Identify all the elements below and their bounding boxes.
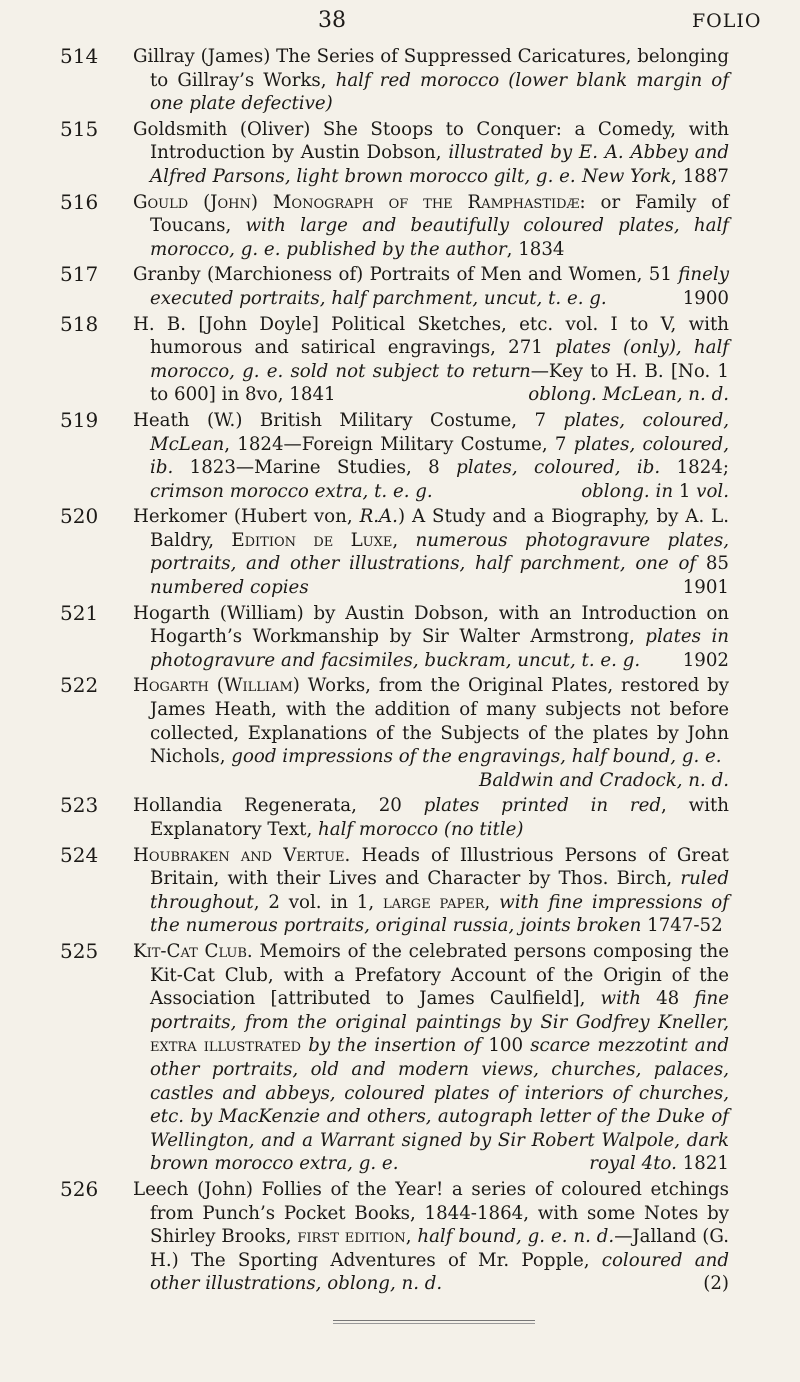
lot-number: 518 [60,311,99,336]
lot-entry [0,191,800,262]
lot-entry [0,1178,800,1296]
divider-rule [333,1323,535,1324]
lot-list [0,45,800,1298]
lot-number: 517 [60,262,99,287]
lot-number: 525 [60,938,99,963]
lot-entry [0,263,800,310]
section-heading: FOLIO [692,10,762,32]
lot-entry [0,940,800,1176]
lot-entry [0,844,800,938]
lot-number: 519 [60,407,99,432]
lot-description: Goldsmith (Oliver) She Stoops to Conquer: a Comedy, with Introduction by Austin Dobson, illustrated by E. A. Abbey and Alfred Parsons, light brown morocco gilt, g. e. New York, 1887 [133,118,729,187]
lot-number: 524 [60,842,99,867]
lot-description: Gould (John) Monograph of the Ramphastidæ: or Family of Toucans, with large and beautifully coloured plates, half morocco, g. e. published by the author, 1834 [133,191,729,260]
lot-description: Granby (Marchioness of) Portraits of Men and Women, 51 finely executed portraits, half parchment, uncut, t. e. g. 1900 [133,264,729,309]
lot-entry [0,313,800,407]
lot-entry [0,118,800,189]
lot-entry [0,674,800,792]
lot-description: Leech (John) Follies of the Year! a series of coloured etchings from Punch’s Pocket Books, 1844-1864, with some Notes by Shirley Brooks, first edition, half bound, g. e. n. d.—Jalland (G. H.) The Sporting Adventures of Mr. Popple, coloured and other illustrations, oblong, n. d. (2) [133,1178,729,1295]
lot-number: 515 [60,116,99,141]
lot-entry [0,409,800,503]
lot-description: Hogarth (William) by Austin Dobson, with an Introduction on Hogarth’s Workmanship by Sir Walter Armstrong, plates in photogravure and facsimiles, buckram, uncut, t. e. g. 1902 [133,602,730,671]
lot-description: H. B. [John Doyle] Political Sketches, etc. vol. I to V, with humorous and satirical engravings, 271 plates (only), half morocco, g. e. sold not subject to return—Key to H. B. [No. 1 to 600] in 8vo, 1841 oblong. McLean, n. d. [133,313,730,406]
lot-number: 521 [60,600,99,625]
lot-description: Hollandia Regenerata, 20 plates printed in red, with Explanatory Text, half morocco (no title) [133,795,729,840]
lot-description: Gillray (James) The Series of Suppressed Caricatures, belonging to Gillray’s Works, half red morocco (lower blank margin of one plate defective) [133,46,729,115]
lot-entry [0,45,800,116]
lot-description: Hogarth (William) Works, from the Original Plates, restored by James Heath, with the addition of many subjects not before collected, Explanations of the Subjects of the plates by John Nichols, good impressions of the engravings, half bound, g. e. Baldwin and Cradock, n. d. [133,675,729,791]
lot-entry [0,602,800,673]
lot-entry [0,505,800,599]
page-header [0,6,800,46]
lot-number: 516 [60,189,99,214]
lot-number: 522 [60,673,99,698]
lot-number: 514 [60,44,99,68]
lot-number: 526 [60,1176,99,1201]
lot-description: Houbraken and Vertue. Heads of Illustrious Persons of Great Britain, with their Lives and Character by Thos. Birch, ruled throughout, 2 vol. in 1, large paper, with fine impressions of the numerous portraits, original russia, joints broken 1747-52 [133,844,729,937]
lot-number: 520 [60,504,99,529]
page-number: 38 [318,8,346,33]
lot-number: 523 [60,793,99,818]
lot-entry [0,794,800,841]
lot-description: Heath (W.) British Military Costume, 7 plates, coloured, McLean, 1824—Foreign Military Costume, 7 plates, coloured, ib. 1823—Marine Studies, 8 plates, coloured, ib. 1824; crimson morocco extra, t. e. g. oblong. in 1 vol. [133,409,729,502]
divider-rule [333,1320,535,1321]
lot-description: Herkomer (Hubert von, R.A.) A Study and a Biography, by A. L. Baldry, Edition de Luxe, numerous photogravure plates, portraits, and other illustrations, half parchment, one of 85 numbered copies 1901 [133,506,730,599]
lot-description: Kit-Cat Club. Memoirs of the celebrated persons composing the Kit-Cat Club, with a Prefatory Account of the Origin of the Association [attributed to James Caulfield], with 48 fine portraits, from the original paintings by Sir Godfrey Kneller, extra illustrated by the insertion of 100 scarce mezzotint and other portraits, old and modern views, churches, palaces, castles and abbeys, coloured plates of interiors of churches, etc. by MacKenzie and others, autograph letter of the Duke of Wellington, and a Warrant signed by Sir Robert Walpole, dark brown morocco extra, g. e. royal 4to. 1821 [133,940,730,1175]
